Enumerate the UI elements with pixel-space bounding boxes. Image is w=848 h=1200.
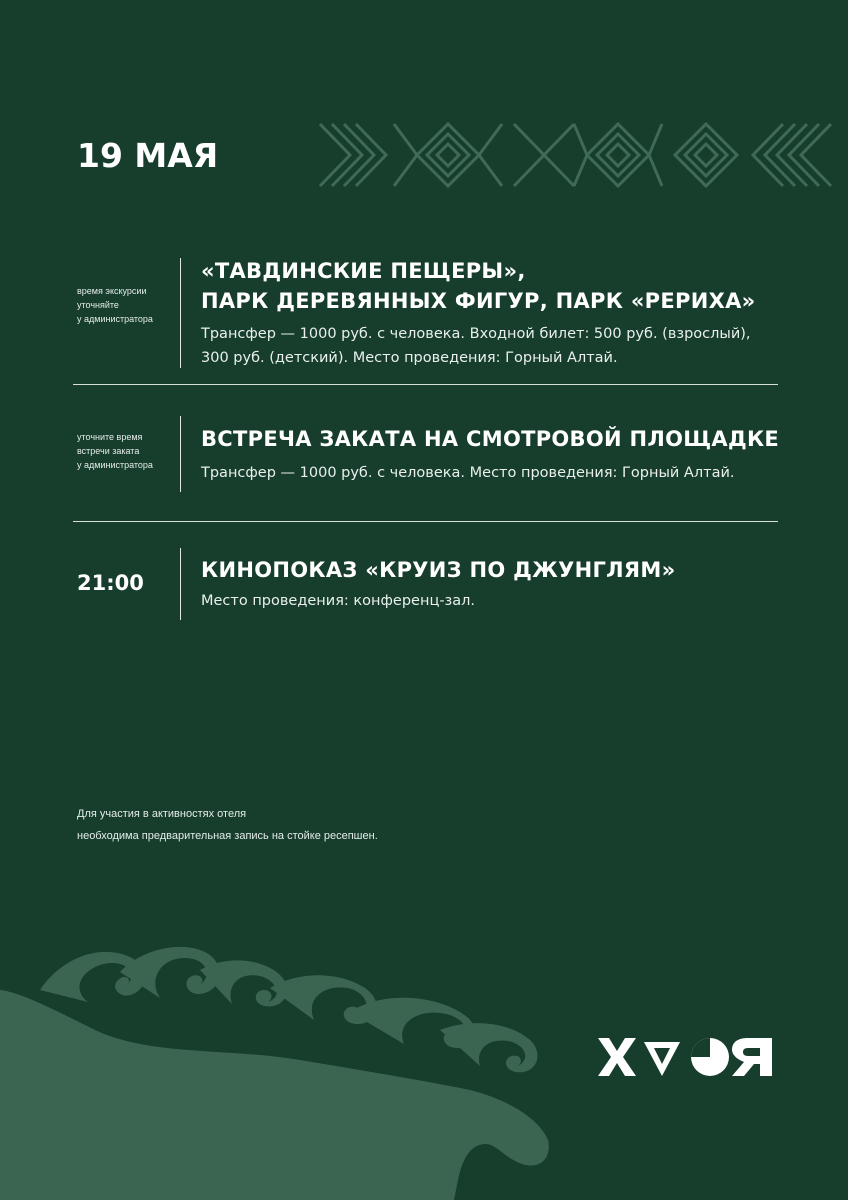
title-line: ВСТРЕЧА ЗАКАТА НА СМОТРОВОЙ ПЛОЩАДКЕ xyxy=(201,427,780,451)
event-2-divider xyxy=(180,416,181,492)
event-1-title xyxy=(201,256,801,316)
description-line: Трансфер — 1000 руб. с человека. Входной билет: 500 руб. (взрослый), xyxy=(201,326,751,342)
event-2-description xyxy=(201,461,801,485)
side-note-line: у администратора xyxy=(77,314,153,324)
date-heading: 19 МАЯ xyxy=(77,136,219,175)
event-1-time-note xyxy=(77,284,177,326)
separator-line xyxy=(73,521,778,522)
hvoya-logo xyxy=(598,1036,774,1080)
title-line: КИНОПОКАЗ «КРУИЗ ПО ДЖУНГЛЯМ» xyxy=(201,558,676,582)
separator-line xyxy=(73,384,778,385)
event-3-divider xyxy=(180,548,181,620)
title-line: «ТАВДИНСКИЕ ПЕЩЕРЫ», xyxy=(201,259,526,283)
event-3-title xyxy=(201,555,801,585)
note-line: Для участия в активностях отеля xyxy=(77,808,247,820)
description-line: Трансфер — 1000 руб. с человека. Место проведения: Горный Алтай. xyxy=(201,465,735,481)
registration-note xyxy=(77,803,378,847)
side-note-line: уточняйте xyxy=(77,300,119,310)
side-note-line: время экскурсии xyxy=(77,286,147,296)
side-note-line: встречи заката xyxy=(77,446,140,456)
event-2-title xyxy=(201,424,801,454)
note-line: необходима предварительная запись на стойке ресепшен. xyxy=(77,830,378,842)
side-note-line: у администратора xyxy=(77,460,153,470)
event-3-description xyxy=(201,589,801,613)
event-3-time: 21:00 xyxy=(77,571,144,595)
title-line: ПАРК ДЕРЕВЯННЫХ ФИГУР, ПАРК «РЕРИХА» xyxy=(201,289,756,313)
event-1-description xyxy=(201,322,801,370)
deer-illustration xyxy=(0,930,560,1200)
description-line: Место проведения: конференц-зал. xyxy=(201,593,476,609)
ornament-pattern xyxy=(318,120,848,190)
event-1-divider xyxy=(180,258,181,368)
description-line: 300 руб. (детский). Место проведения: Горный Алтай. xyxy=(201,350,618,366)
event-2-time-note xyxy=(77,430,177,472)
side-note-line: уточните время xyxy=(77,432,143,442)
